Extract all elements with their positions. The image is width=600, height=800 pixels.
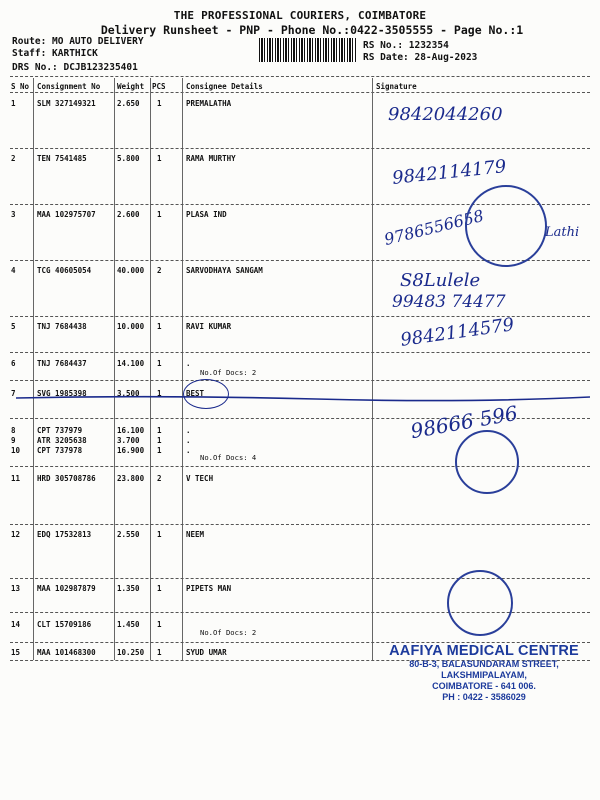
cell-consignee: NEEM [186, 530, 205, 539]
cell-consignment: MAA 101468300 [37, 648, 96, 657]
col-weight-header: Weight [117, 82, 145, 91]
cell-sno: 5 [11, 322, 16, 331]
round-stamp [465, 185, 547, 267]
column-rule [114, 78, 115, 660]
cell-consignment: TEN 7541485 [37, 154, 87, 163]
cell-consignee: PLASA IND [186, 210, 227, 219]
cell-consignment: MAA 102987879 [37, 584, 96, 593]
cell-weight: 2.600 [117, 210, 140, 219]
cell-consignee: V TECH [186, 474, 214, 483]
cell-sno: 8 [11, 426, 16, 435]
cell-consignment: ATR 3205638 [37, 436, 87, 445]
clinic-phone: PH : 0422 - 3586029 [442, 692, 526, 702]
signature-6: 9842114579 [399, 314, 516, 351]
cell-consignment: SVG 1985398 [37, 389, 87, 398]
cell-consignee: . [186, 436, 191, 445]
cell-consignee: . [186, 446, 191, 455]
cell-consignee: RAVI KUMAR [186, 322, 232, 331]
cell-weight: 10.250 [117, 648, 145, 657]
cell-consignee: PREMALATHA [186, 99, 232, 108]
cell-sno: 7 [11, 389, 16, 398]
docs-note: No.Of Docs: 4 [200, 453, 257, 462]
cell-weight: 3.700 [117, 436, 140, 445]
docs-note: No.Of Docs: 2 [200, 368, 257, 377]
cell-weight: 40.000 [117, 266, 145, 275]
cell-sno: 15 [11, 648, 21, 657]
cell-pcs: 2 [157, 266, 162, 275]
column-rule [33, 78, 34, 660]
cell-consignee: RAMA MURTHY [186, 154, 236, 163]
row-divider [10, 380, 590, 381]
cell-pcs: 1 [157, 584, 162, 593]
cell-sno: 10 [11, 446, 21, 455]
signature-initials: Lathi [545, 225, 580, 240]
col-consignee-header: Consignee Details [186, 82, 263, 91]
cell-consignment: TNJ 7684437 [37, 359, 87, 368]
cell-pcs: 1 [157, 620, 162, 629]
signature-2: 9842114179 [391, 156, 508, 189]
cell-weight: 2.650 [117, 99, 140, 108]
cell-consignment: CPT 737979 [37, 426, 83, 435]
cell-consignment: HRD 305708786 [37, 474, 96, 483]
rs-date: RS Date: 28-Aug-2023 [363, 52, 478, 63]
cell-consignee: . [186, 426, 191, 435]
col-pcs-header: PCS [152, 82, 166, 91]
cell-sno: 4 [11, 266, 16, 275]
cell-consignment: SLM 327149321 [37, 99, 96, 108]
cell-weight: 23.800 [117, 474, 145, 483]
cell-sno: 14 [11, 620, 21, 629]
cell-pcs: 1 [157, 359, 162, 368]
staff-label: Staff: KARTHICK [12, 48, 98, 59]
cell-weight: 1.350 [117, 584, 140, 593]
signature-4: S8Lulele [400, 270, 481, 291]
cell-sno: 11 [11, 474, 21, 483]
column-rule [182, 78, 183, 660]
cell-sno: 2 [11, 154, 16, 163]
rs-number: RS No.: 1232354 [363, 40, 449, 51]
cell-consignee: SYUD UMAR [186, 648, 227, 657]
pen-strike-line [16, 393, 590, 403]
clinic-address-3: COIMBATORE - 641 006. [432, 681, 536, 691]
cell-pcs: 1 [157, 530, 162, 539]
header-divider [10, 76, 590, 77]
row-divider [10, 352, 590, 353]
cell-sno: 1 [11, 99, 16, 108]
cell-consignee: BEST [186, 389, 205, 398]
col-sno-header: S No [11, 82, 30, 91]
cell-sno: 12 [11, 530, 21, 539]
row-divider [10, 148, 590, 149]
cell-weight: 2.550 [117, 530, 140, 539]
cell-weight: 5.800 [117, 154, 140, 163]
clinic-name: AAFIYA MEDICAL CENTRE [389, 643, 579, 659]
column-rule [372, 78, 373, 660]
cell-weight: 16.100 [117, 426, 145, 435]
cell-consignment: CPT 737978 [37, 446, 83, 455]
cell-consignment: TCG 40605054 [37, 266, 92, 275]
route-label: Route: MO AUTO DELIVERY [12, 36, 144, 47]
cell-sno: 6 [11, 359, 16, 368]
cell-pcs: 1 [157, 446, 162, 455]
cell-weight: 1.450 [117, 620, 140, 629]
cell-consignee: SARVODHAYA SANGAM [186, 266, 263, 275]
signature-5: 99483 74477 [392, 292, 506, 312]
cell-consignment: MAA 102975707 [37, 210, 96, 219]
col-signature-header: Signature [376, 82, 417, 91]
cell-pcs: 1 [157, 322, 162, 331]
cell-weight: 16.900 [117, 446, 145, 455]
cell-weight: 14.100 [117, 359, 145, 368]
cell-pcs: 1 [157, 426, 162, 435]
cell-pcs: 2 [157, 474, 162, 483]
cell-pcs: 1 [157, 648, 162, 657]
cell-sno: 9 [11, 436, 16, 445]
cell-weight: 10.000 [117, 322, 145, 331]
clinic-address-1: 80-B-3, BALASUNDARAM STREET, [409, 659, 559, 669]
col-consignment-header: Consignment No [37, 82, 101, 91]
signature-7: 98666 596 [408, 400, 520, 444]
row-divider [10, 524, 590, 525]
cell-consignee: PIPETS MAN [186, 584, 232, 593]
round-stamp [455, 430, 519, 494]
clinic-address-2: LAKSHMIPALAYAM, [441, 670, 527, 680]
header-row-divider [10, 92, 590, 93]
cell-weight: 3.500 [117, 389, 140, 398]
cell-consignment: EDQ 17532813 [37, 530, 92, 539]
docs-note: No.Of Docs: 2 [200, 628, 257, 637]
drs-number: DRS No.: DCJB123235401 [12, 62, 138, 73]
cell-sno: 13 [11, 584, 21, 593]
cell-pcs: 1 [157, 389, 162, 398]
signature-1: 9842044260 [388, 104, 503, 125]
column-rule [150, 78, 151, 660]
cell-consignee: . [186, 359, 191, 368]
cell-pcs: 1 [157, 154, 162, 163]
cell-consignment: CLT 15709186 [37, 620, 92, 629]
cell-pcs: 1 [157, 436, 162, 445]
runsheet-subtitle: Delivery Runsheet - PNP - Phone No.:0422-3505555 - Page No.:1 [100, 23, 524, 37]
signature-3: 9786556658 [382, 205, 486, 250]
cell-sno: 3 [11, 210, 16, 219]
cell-pcs: 1 [157, 210, 162, 219]
company-title: THE PROFESSIONAL COURIERS, COIMBATORE [173, 9, 427, 22]
clinic-stamp [370, 643, 598, 703]
cell-pcs: 1 [157, 99, 162, 108]
barcode [259, 38, 357, 62]
pen-circle-mark [183, 379, 229, 409]
cell-consignment: TNJ 7684438 [37, 322, 87, 331]
round-stamp [447, 570, 513, 636]
